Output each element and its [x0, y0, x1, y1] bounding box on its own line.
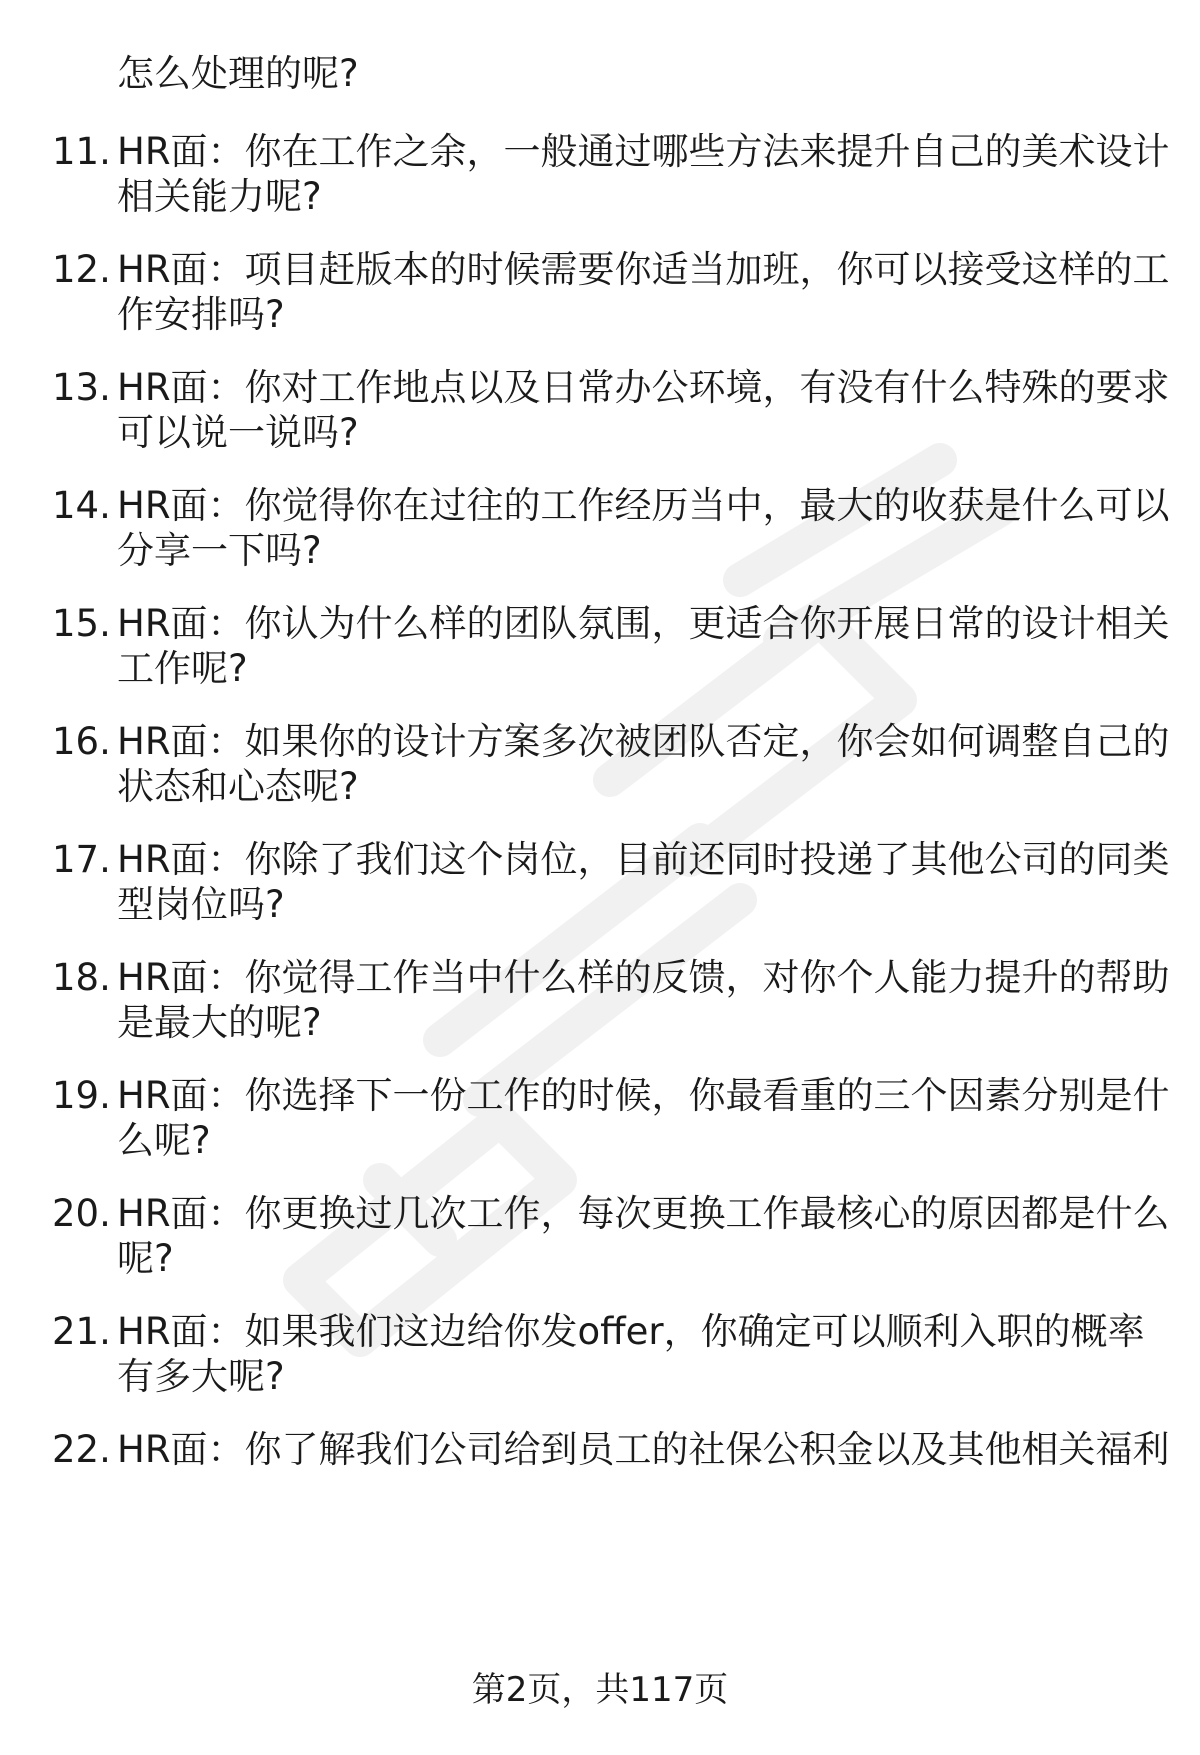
- continuation-text: 怎么处理的呢?: [117, 52, 359, 95]
- item-text-line1: HR面：你除了我们这个岗位，目前还同时投递了其他公司的同类: [117, 838, 1170, 881]
- item-number: 21.: [52, 1310, 111, 1353]
- item-number: 22.: [52, 1428, 111, 1471]
- item-text-line1: HR面：如果我们这边给你发offer，你确定可以顺利入职的概率: [117, 1310, 1145, 1353]
- item-text-line1: HR面：你对工作地点以及日常办公环境，有没有什么特殊的要求: [117, 366, 1170, 409]
- item-number: 20.: [52, 1192, 111, 1235]
- item-text-line2: 状态和心态呢?: [117, 765, 359, 808]
- item-text-line2: 分享一下吗?: [117, 529, 322, 572]
- item-text-line2: 可以说一说吗?: [117, 411, 359, 454]
- item-number: 18.: [52, 956, 111, 999]
- item-number: 15.: [52, 602, 111, 645]
- item-text-line1: HR面：你更换过几次工作，每次更换工作最核心的原因都是什么: [117, 1192, 1170, 1235]
- item-text-line2: 型岗位吗?: [117, 883, 285, 926]
- page-footer: 第2页，共117页: [471, 1670, 729, 1710]
- item-number: 13.: [52, 366, 111, 409]
- item-text-line2: 有多大呢?: [117, 1355, 285, 1398]
- item-text-line2: 是最大的呢?: [117, 1001, 322, 1044]
- item-text-line1: HR面：你认为什么样的团队氛围，更适合你开展日常的设计相关: [117, 602, 1170, 645]
- item-text-line2: 作安排吗?: [117, 293, 285, 336]
- item-number: 11.: [52, 130, 111, 173]
- item-text-line1: HR面：项目赶版本的时候需要你适当加班，你可以接受这样的工: [117, 248, 1170, 291]
- item-number: 17.: [52, 838, 111, 881]
- item-text-line2: 呢?: [117, 1237, 174, 1280]
- item-text-line1: HR面：你了解我们公司给到员工的社保公积金以及其他相关福利: [117, 1428, 1170, 1471]
- item-text-line1: HR面：如果你的设计方案多次被团队否定，你会如何调整自己的: [117, 720, 1170, 763]
- item-text-line2: 相关能力呢?: [117, 175, 322, 218]
- item-number: 19.: [52, 1074, 111, 1117]
- item-text-line1: HR面：你觉得你在过往的工作经历当中，最大的收获是什么可以: [117, 484, 1170, 527]
- item-text-line1: HR面：你觉得工作当中什么样的反馈，对你个人能力提升的帮助: [117, 956, 1170, 999]
- item-text-line1: HR面：你选择下一份工作的时候，你最看重的三个因素分别是什: [117, 1074, 1170, 1117]
- item-number: 14.: [52, 484, 111, 527]
- item-text-line2: 么呢?: [117, 1119, 211, 1162]
- item-text-line1: HR面：你在工作之余，一般通过哪些方法来提升自己的美术设计: [117, 130, 1170, 173]
- item-number: 12.: [52, 248, 111, 291]
- item-text-line2: 工作呢?: [117, 647, 248, 690]
- item-number: 16.: [52, 720, 111, 763]
